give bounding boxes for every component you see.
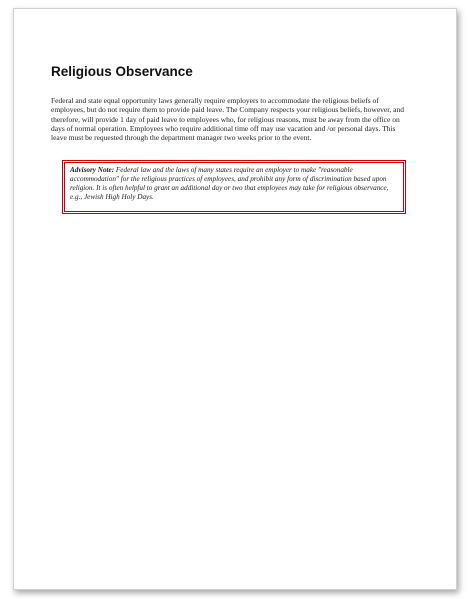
advisory-note-label: Advisory Note: (70, 166, 115, 174)
advisory-note-box (64, 162, 404, 212)
section-heading: Religious Observance (51, 64, 193, 79)
policy-paragraph: Federal and state equal opportunity laws generally require employers to accommodate the religious beliefs of employees, but do not require them to provide paid leave. The Company respects your religious beliefs, however, and therefore, will provide 1 day of paid leave to employees who, for religious reasons, must be away from the office on days of normal operation. Employees who require additional time off may use vacation and /or personal days. This leave must be requested through the department manager two weeks prior to the event. (51, 96, 405, 143)
advisory-note-text: Federal law and the laws of many states require an employer to make "reasonable accommodation" for the religious practices of employees, and prohibit any form of discrimination based upon religion. It is often helpful to grant an additional day or two that employees may take for religious observance, e.g., Jewish High Holy Days. (70, 166, 389, 201)
